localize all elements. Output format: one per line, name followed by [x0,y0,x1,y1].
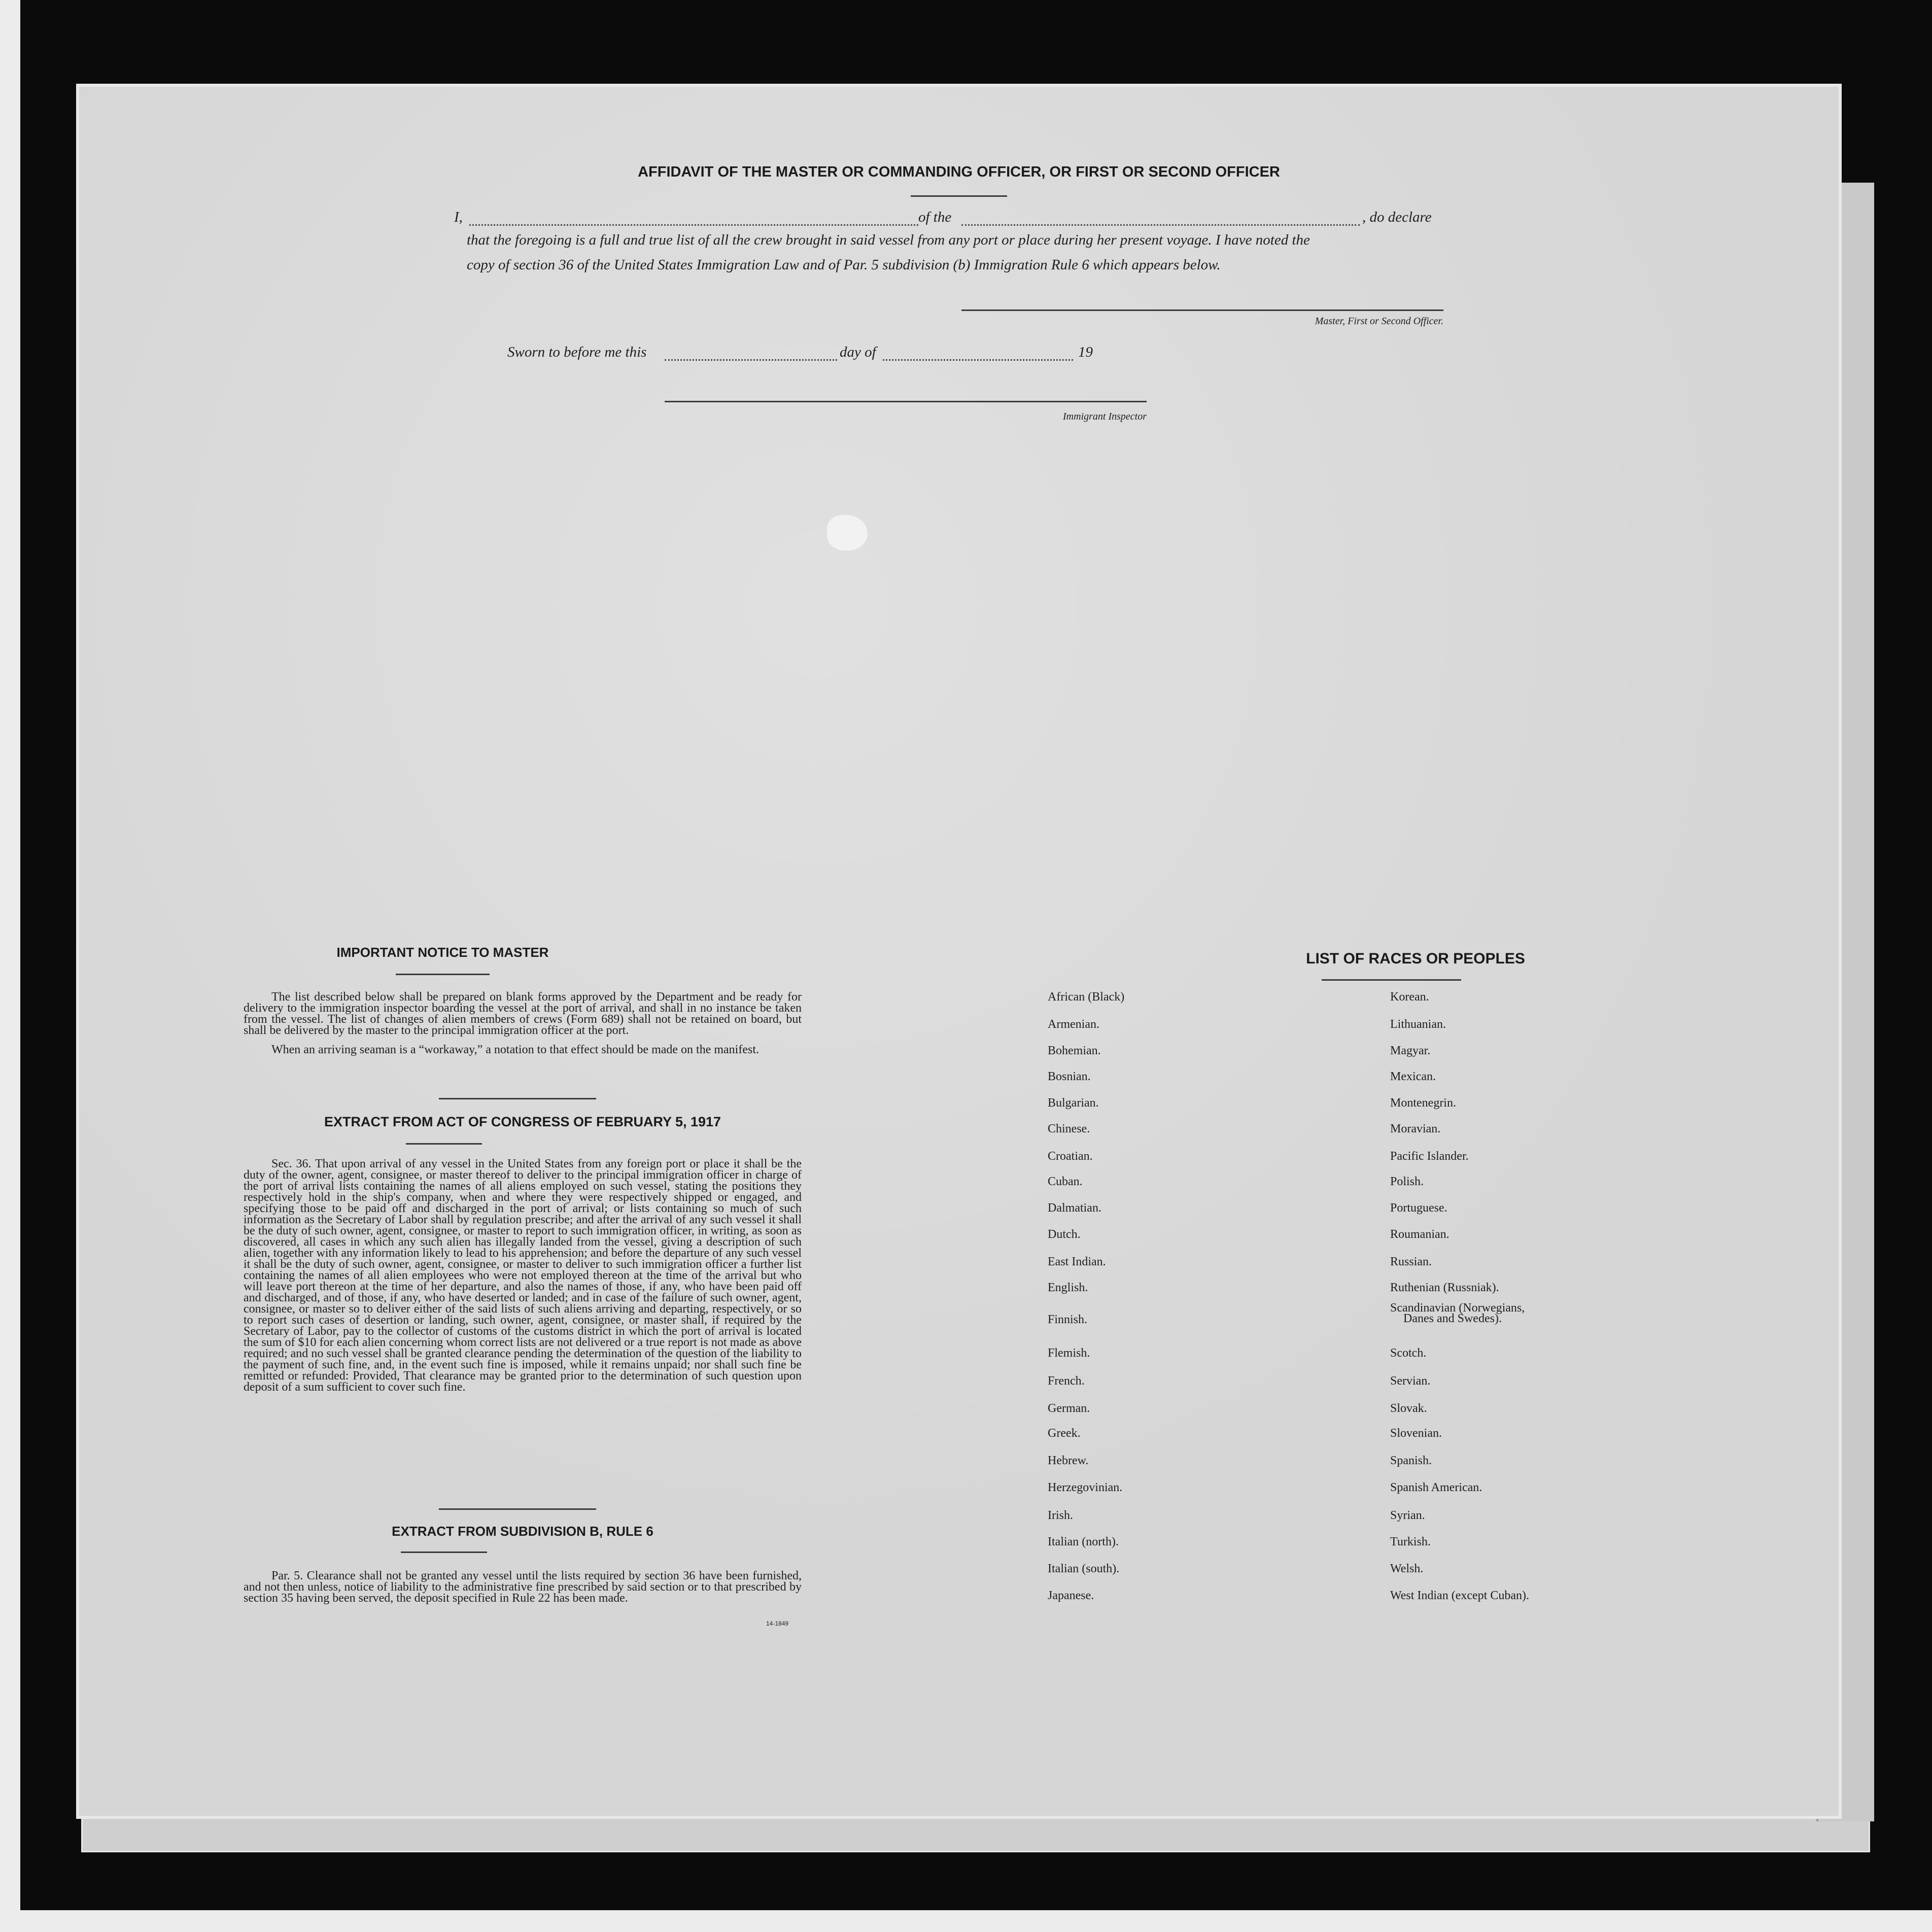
race-item: Italian (north). [1048,1535,1119,1548]
race-item: Bulgarian. [1048,1096,1099,1110]
inspector-caption: Immigrant Inspector [1063,411,1147,422]
scan-border-left [0,0,20,1932]
notice-paragraph-1: The list described below shall be prepared on blank forms approved by the Department and be ready for delivery to the immigration inspector boarding the vessel at the port of arrival, and shall in no instance be taken from the vessel. The list of changes of alien members of crews (Form 689) shall not be retained on board, but shall be delivered by the master to the principal immigration officer at the port. [244,990,802,1037]
sworn-date-field[interactable] [665,359,837,361]
race-item: Herzegovinian. [1048,1481,1123,1494]
race-item: Cuban. [1048,1175,1083,1188]
race-item: German. [1048,1402,1090,1415]
master-name-field[interactable] [469,224,918,226]
race-item: East Indian. [1048,1255,1106,1268]
race-item: Japanese. [1048,1589,1094,1602]
race-item: Mexican. [1390,1070,1436,1083]
notice-title: IMPORTANT NOTICE TO MASTER [336,945,549,960]
race-item: Moravian. [1390,1122,1441,1135]
race-item: Lithuanian. [1390,1018,1446,1031]
section-rule [439,1098,596,1099]
race-item: Bohemian. [1048,1044,1101,1057]
race-item: Dalmatian. [1048,1201,1101,1215]
race-item: Danes and Swedes). [1403,1312,1502,1325]
act-section-36-text: Sec. 36. That upon arrival of any vessel in the United States from any foreign port or place it shall be the duty of the owner, agent, consignee, or master thereof to deliver to the principal immigration officer in charge of the port of arrival lists containing the names of all aliens employed on such vessel, stating the positions they respectively hold in the ship's company, when and where they were respectively shipped or engaged, and specifying those to be paid off and discharged in the port of arrival; or lists containing so much of such information as the Secretary of Labor shall by regulation prescribe; and after the arrival of any such vessel it shall be the duty of such owner, agent, consignee, or master to report to such immigration officer, in writing, as soon as discovered, all cases in which any such alien has illegally landed from the vessel, giving a description of such alien, together with any information likely to lead to his apprehension; and before the departure of any such vessel it shall be the duty of such owner, agent, consignee, or master to deliver to such immigration officer a further list containing the names of all alien employees who were not employed thereon at the time of the arrival but who will leave port thereon at the time of her departure, and also the names of those, if any, who have been paid off and discharged, and of those, if any, who have deserted or landed; and in case of the failure of such owner, agent, consignee, or master so to deliver either of the said lists of such aliens arriving and departing, respectively, or so to report such cases of desertion or landing, such owner, agent, consignee, or master shall, if required by the Secretary of Labor, pay to the collector of customs of the customs district in which the port of arrival is located the sum of $10 for each alien concerning whom correct lists are not delivered or a true report is not made as above required; and no such vessel shall be granted clearance pending the determination of the question of the liability to the payment of such fine, and, in the event such fine is imposed, while it remains unpaid; nor shall such fine be remitted or refunded: Provided, That clearance may be granted prior to the determination of such question upon deposit of a sum sufficient to cover such fine. [244,1157,802,1394]
race-item: Portuguese. [1390,1201,1447,1215]
race-item: Chinese. [1048,1122,1090,1135]
race-item: Slovenian. [1390,1427,1442,1440]
race-item: Servian. [1390,1374,1431,1388]
notice-rule [396,974,490,975]
master-signature-caption: Master, First or Second Officer. [1315,316,1443,327]
race-item: Turkish. [1390,1535,1431,1548]
race-item: West Indian (except Cuban). [1390,1589,1529,1602]
race-item: English. [1048,1281,1088,1294]
races-rule [1322,979,1461,981]
affidavit-line-3: copy of section 36 of the United States Immigration Law and of Par. 5 subdivision (b) Immigration Rule 6 which appears below. [467,257,1221,273]
race-item: Syrian. [1390,1509,1425,1522]
title-rule [911,195,1007,197]
affidavit-title: AFFIDAVIT OF THE MASTER OR COMMANDING OFFICER, OR FIRST OR SECOND OFFICER [638,164,1280,180]
race-item: Spanish American. [1390,1481,1482,1494]
scan-border-bottom [0,1910,1932,1932]
race-item: Polish. [1390,1175,1424,1188]
race-item: Slovak. [1390,1402,1427,1415]
race-item: Korean. [1390,990,1429,1004]
race-item: Italian (south). [1048,1562,1120,1575]
sworn-label: Sworn to before me this [507,344,647,360]
race-item: Roumanian. [1390,1228,1450,1241]
rule-paragraph-5: Par. 5. Clearance shall not be granted any vessel until the lists required by section 36 have been furnished, and not then unless, notice of liability to the administrative fine prescribed by said section or to that prescribed by section 35 having been served, the deposit specified in Rule 22 has been made. [244,1569,802,1605]
race-item: African (Black) [1048,990,1125,1004]
sworn-month-field[interactable] [883,359,1073,361]
race-item: Armenian. [1048,1018,1099,1031]
notice-paragraph-2: When an arriving seaman is a “workaway,” a notation to that effect should be made on the manifest. [271,1043,759,1056]
affidavit-declare-label: , do declare [1362,209,1432,225]
form-number: 14-1849 [766,1620,789,1627]
master-signature-line[interactable] [961,309,1443,311]
paper-blemish [827,515,868,550]
race-item: Greek. [1048,1427,1081,1440]
affidavit-line-2: that the foregoing is a full and true list of all the crew brought in said vessel from any port or place during her present voyage. I have noted the [467,232,1310,248]
race-item: Dutch. [1048,1228,1081,1241]
race-item: Ruthenian (Russniak). [1390,1281,1499,1294]
race-item: Croatian. [1048,1150,1093,1163]
race-item: Spanish. [1390,1454,1432,1467]
rule-rule [401,1551,487,1553]
race-item: Pacific Islander. [1390,1150,1469,1163]
act-title: EXTRACT FROM ACT OF CONGRESS OF FEBRUARY 5, 1917 [324,1114,721,1129]
affidavit-i-label: I, [454,209,463,225]
inspector-signature-line[interactable] [665,401,1147,402]
race-item: Bosnian. [1048,1070,1091,1083]
race-item: Hebrew. [1048,1454,1089,1467]
affidavit-of-label: of the [918,209,952,225]
races-title: LIST OF RACES OR PEOPLES [1306,950,1525,967]
race-item: Irish. [1048,1509,1073,1522]
form-page [76,84,1842,1819]
rule-title: EXTRACT FROM SUBDIVISION B, RULE 6 [392,1524,653,1539]
race-item: French. [1048,1374,1085,1388]
race-item: Flemish. [1048,1347,1090,1360]
sworn-day-label: day of [840,344,876,360]
section-rule [439,1508,596,1510]
race-item: Scotch. [1390,1347,1427,1360]
race-item: Magyar. [1390,1044,1431,1057]
vessel-name-field[interactable] [961,224,1360,226]
act-rule [406,1143,482,1145]
race-item: Montenegrin. [1390,1096,1456,1110]
sworn-year-label: 19 [1078,344,1093,360]
race-item: Finnish. [1048,1313,1088,1326]
race-item: Scandinavian (Norwegians, [1390,1301,1525,1315]
race-item: Welsh. [1390,1562,1424,1575]
race-item: Russian. [1390,1255,1432,1268]
